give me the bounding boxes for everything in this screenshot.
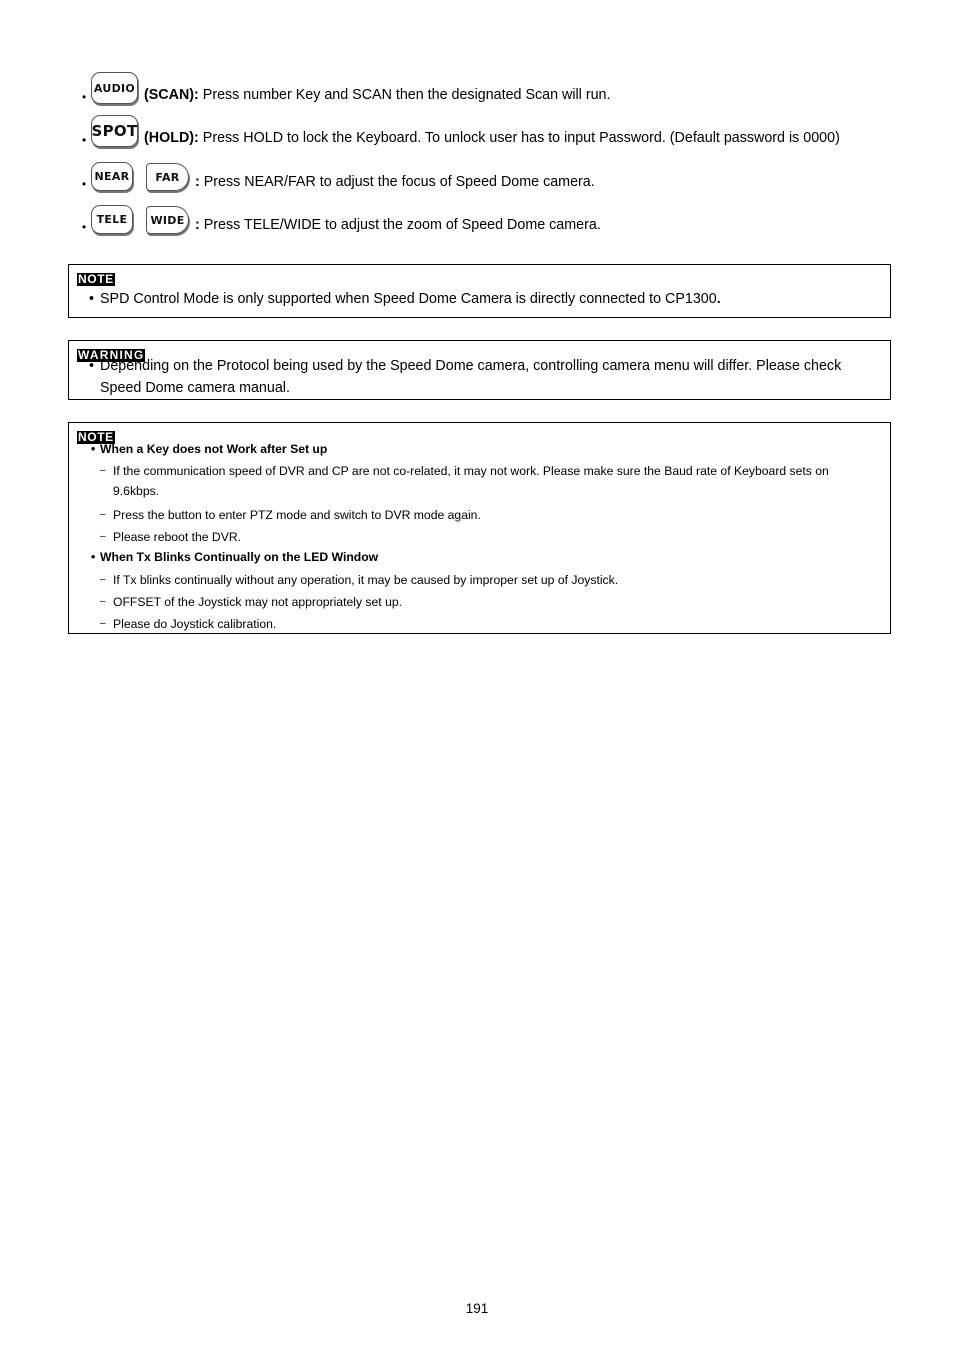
bullet: • xyxy=(82,90,87,104)
note-end: . xyxy=(716,291,721,307)
item-text: Please reboot the DVR. xyxy=(113,530,242,544)
audio-key-icon: AUDIO xyxy=(91,72,138,104)
key-label: : xyxy=(195,174,200,190)
key-text: Press NEAR/FAR to adjust the focus of Speed Dome camera. xyxy=(203,174,595,190)
item-text: Please do Joystick calibration. xyxy=(113,617,277,631)
list-item: – Press the button to enter PTZ mode and switch to DVR mode again. xyxy=(100,508,481,522)
item-text: 9.6kbps. xyxy=(113,484,160,498)
key-text: Press HOLD to lock the Keyboard. To unlock user has to input Password. (Default password is 0000) xyxy=(202,130,840,146)
list-item: – If Tx blinks continually without any operation, it may be caused by improper set up of Joystick. xyxy=(100,573,619,587)
warning-tag: WARNING xyxy=(78,348,145,362)
near-key-icon: NEAR xyxy=(91,162,133,191)
item-text: Press the button to enter PTZ mode and switch to DVR mode again. xyxy=(113,508,481,522)
key-item-tele-wide xyxy=(82,205,601,234)
list-item: – OFFSET of the Joystick may not appropriately set up. xyxy=(100,595,403,609)
note-tag: NOTE xyxy=(78,430,114,444)
warning-bullet: • Depending on the Protocol being used by the Speed Dome camera, controlling camera menu will differ. Please check xyxy=(89,358,842,374)
bullet: • xyxy=(82,220,87,234)
bullet: • xyxy=(82,133,87,147)
key-text: Press number Key and SCAN then the designated Scan will run. xyxy=(202,87,611,103)
key-item-near-far xyxy=(82,162,595,191)
heading-text: When a Key does not Work after Set up xyxy=(100,442,328,456)
item-text: OFFSET of the Joystick may not appropriately set up. xyxy=(113,595,403,609)
tele-key-icon: TELE xyxy=(91,205,133,234)
key-label: (SCAN): xyxy=(144,87,199,103)
key-description xyxy=(144,87,610,104)
page-number: 191 xyxy=(465,1301,489,1316)
note-box xyxy=(68,264,891,318)
list-item: – Please do Joystick calibration. xyxy=(100,617,277,631)
list-item: – Please reboot the DVR. xyxy=(100,530,242,544)
section-heading-tx-blinks: • When Tx Blinks Continually on the LED Window xyxy=(91,550,379,564)
note-tag: NOTE xyxy=(78,272,114,286)
list-item: – If the communication speed of DVR and CP are not co-related, it may not work. Please make sure the Baud rate of Keyboard sets on xyxy=(100,464,829,478)
warning-continuation xyxy=(100,377,290,399)
key-description xyxy=(195,174,595,191)
key-label: (HOLD): xyxy=(144,130,199,146)
warning-text-line1: Depending on the Protocol being used by the Speed Dome camera, controlling camera menu will differ. Please check xyxy=(100,358,842,374)
key-text: Press TELE/WIDE to adjust the zoom of Speed Dome camera. xyxy=(203,217,601,233)
far-key-icon: FAR xyxy=(146,163,189,191)
key-label: : xyxy=(195,217,200,233)
wide-key-icon: WIDE xyxy=(146,206,189,234)
note-text: SPD Control Mode is only supported when Speed Dome Camera is directly connected to CP1300 xyxy=(100,291,717,307)
bullet: • xyxy=(82,177,87,191)
item-text: If Tx blinks continually without any operation, it may be caused by improper set up of Joystick. xyxy=(113,573,619,587)
key-item-hold xyxy=(82,115,840,147)
spot-key-icon: SPOT xyxy=(91,115,138,147)
heading-text: When Tx Blinks Continually on the LED Window xyxy=(100,550,379,564)
note-bullet: • SPD Control Mode is only supported when Speed Dome Camera is directly connected to CP1300. xyxy=(89,291,721,307)
key-description xyxy=(195,217,601,234)
warning-box xyxy=(68,340,891,400)
key-item-scan xyxy=(82,72,610,104)
item-text: If the communication speed of DVR and CP are not co-related, it may not work. Please make sure the Baud rate of Keyboard sets on xyxy=(113,464,829,478)
warning-text-line2: Speed Dome camera manual. xyxy=(100,380,290,396)
section-heading-key-not-work: • When a Key does not Work after Set up xyxy=(91,442,328,456)
key-description xyxy=(144,130,840,147)
troubleshooting-note-box xyxy=(68,422,891,634)
list-item-continuation xyxy=(113,481,159,502)
